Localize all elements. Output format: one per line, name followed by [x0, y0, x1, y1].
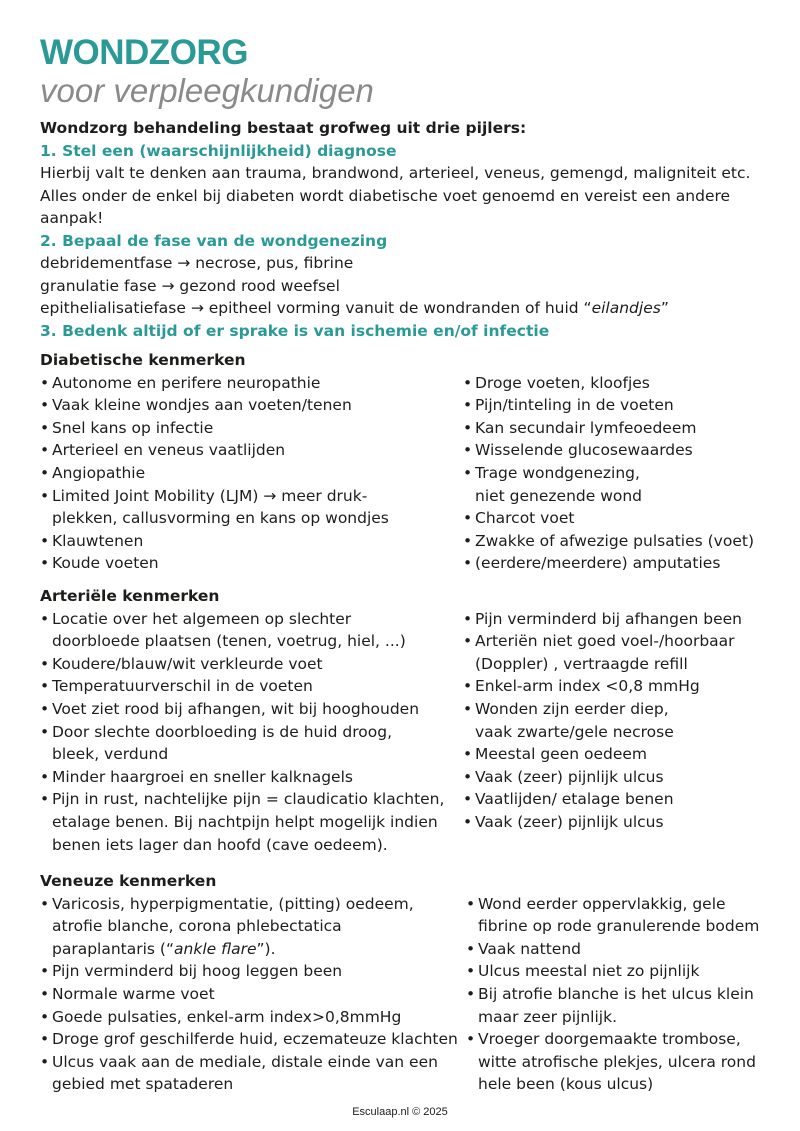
list-item-italic: ankle flare [174, 939, 257, 958]
list-item-line [52, 938, 460, 961]
list-item-line: • Goede pulsaties, enkel-arm index>0,8mmHg [52, 1007, 402, 1026]
intro-section [40, 117, 770, 342]
list-item-line: benen iets lager dan hoofd (cave oedeem). [52, 835, 388, 854]
list-item-line: • Bij atrofie blanche is het ulcus klein [478, 984, 754, 1003]
venous-title: Veneuze kenmerken [40, 872, 217, 890]
list-item-line: • Limited Joint Mobility (LJM) → meer druk- [52, 486, 368, 505]
venous-section [40, 870, 770, 1094]
list-item-line: bleek, verdund [52, 745, 169, 764]
list-item-line: • Wisselende glucosewaardes [475, 441, 693, 460]
list-item [463, 630, 773, 675]
list-item-line: • Varicosis, hyperpigmentatie, (pitting) oedeem, [52, 894, 414, 913]
list-item [40, 439, 460, 462]
list-item-line: atrofie blanche, corona phlebectatica [52, 917, 342, 936]
list-item [40, 698, 460, 721]
phase-epithelialisation-end: ” [660, 299, 669, 317]
list-item-line: • Klauwtenen [52, 531, 144, 550]
list-item [40, 721, 460, 766]
list-item [40, 1051, 460, 1096]
list-item-line: • Zwakke of afwezige pulsaties (voet) [475, 531, 754, 550]
pillar-1-title: 1. Stel een (waarschijnlijkheid) diagnose [40, 141, 397, 160]
list-item [466, 983, 776, 1028]
list-item [40, 608, 460, 653]
list-item-line: • Voet ziet rood bij afhangen, wit bij hooghouden [52, 699, 420, 718]
phase-granulation: granulatie fase → gezond rood weefsel [40, 276, 340, 295]
intro-lead: Wondzorg behandeling bestaat grofweg uit drie pijlers: [40, 119, 527, 137]
list-item-line: • Door slechte doorbloeding is de huid droog, [52, 722, 393, 741]
list-item-line: • Ulcus vaak aan de mediale, distale einde van een [52, 1052, 438, 1071]
list-item-line: • (eerdere/meerdere) amputaties [475, 554, 721, 573]
list-item [466, 893, 776, 938]
list-item-line: • Pijn in rust, nachtelijke pijn = claudicatio klachten, [52, 790, 445, 809]
arterial-section [40, 585, 770, 854]
pillar-2-title: 2. Bepaal de fase van de wondgenezing [40, 231, 388, 250]
list-item-line: • Pijn verminderd bij hoog leggen been [52, 962, 343, 981]
list-item [40, 675, 460, 698]
list-item-line: • Autonome en perifere neuropathie [52, 373, 321, 392]
list-item-line: • Koude voeten [52, 554, 159, 573]
pillar-1-line: Hierbij valt te denken aan trauma, brandwond, arterieel, veneus, gemengd, maligniteit etc. [40, 164, 751, 182]
list-item-line: • Wonden zijn eerder diep, [475, 699, 669, 718]
diabetic-list-right [463, 372, 773, 575]
list-item-line: • Ulcus meestal niet zo pijnlijk [478, 962, 700, 981]
list-item-line: gebied met spataderen [52, 1075, 234, 1094]
list-item-line: plekken, callusvorming en kans op wondjes [52, 509, 389, 528]
footer-credit: Esculaap.nl © 2025 [352, 1106, 448, 1118]
list-item-line: • Pijn/tinteling in de voeten [475, 396, 674, 415]
list-item-line: hele been (kous ulcus) [478, 1075, 654, 1094]
list-item [463, 675, 773, 698]
phase-epithelialisation-text: epithelialisatiefase → epitheel vorming vanuit de wondranden of huid “ [40, 299, 592, 317]
list-item-line: • Kan secundair lymfeoedeem [475, 418, 697, 437]
list-item-text-end: ”). [256, 939, 276, 958]
list-item [40, 983, 460, 1006]
list-item-line: • Arterieel en veneus vaatlijden [52, 441, 286, 460]
list-item-line: • Normale warme voet [52, 984, 215, 1003]
venous-list-left [40, 893, 460, 1096]
list-item [463, 766, 773, 789]
list-item-line: niet genezende wond [475, 486, 643, 505]
page-title: WONDZORG [40, 33, 248, 72]
venous-list-right [466, 893, 776, 1096]
diabetic-section [40, 349, 770, 573]
list-item [40, 462, 460, 485]
list-item-line: maar zeer pijnlijk. [478, 1007, 618, 1026]
arterial-list-left [40, 608, 460, 857]
list-item [40, 653, 460, 676]
list-item-line: etalage benen. Bij nachtpijn helpt mogelijk indien [52, 812, 438, 831]
diabetic-title: Diabetische kenmerken [40, 351, 246, 369]
list-item-line: • Trage wondgenezing, [475, 463, 640, 482]
list-item-line: • Angiopathie [52, 463, 146, 482]
arterial-title: Arteriële kenmerken [40, 587, 220, 605]
list-item [463, 530, 773, 553]
list-item-line: witte atrofische plekjes, ulcera rond [478, 1052, 756, 1071]
list-item [40, 485, 460, 530]
list-item-line: • Temperatuurverschil in de voeten [52, 677, 313, 696]
list-item [40, 960, 460, 983]
phase-epithelialisation-italic: eilandjes [591, 299, 661, 317]
list-item-line: • Arteriën niet goed voel-/hoorbaar [475, 632, 735, 651]
list-item [463, 372, 773, 395]
pillar-1-line: aanpak! [40, 209, 104, 227]
list-item [463, 462, 773, 507]
list-item [40, 788, 460, 856]
list-item [463, 811, 773, 834]
list-item [463, 394, 773, 417]
phase-debridement: debridementfase → necrose, pus, fibrine [40, 254, 354, 272]
list-item-line: • Pijn verminderd bij afhangen been [475, 609, 742, 628]
list-item-line: fibrine op rode granulerende bodem [478, 917, 760, 936]
list-item-line: • Charcot voet [475, 509, 575, 528]
pillar-3-title: 3. Bedenk altijd of er sprake is van ischemie en/of infectie [40, 321, 550, 340]
pillar-1-line: Alles onder de enkel bij diabeten wordt diabetische voet genoemd en vereist een andere [40, 186, 731, 205]
list-item-line: • Minder haargroei en sneller kalknagels [52, 767, 353, 786]
list-item-line: (Doppler) , vertraagde refill [475, 654, 688, 673]
list-item-line: • Droge grof geschilferde huid, eczemateuze klachten [52, 1030, 458, 1049]
list-item-line: • Vaak kleine wondjes aan voeten/tenen [52, 396, 352, 415]
list-item-line: • Vaatlijden/ etalage benen [475, 790, 674, 809]
list-item-line: • Vaak (zeer) pijnlijk ulcus [475, 812, 664, 831]
list-item [40, 417, 460, 440]
list-item [463, 608, 773, 631]
list-item [40, 394, 460, 417]
list-item [463, 417, 773, 440]
page-subtitle: voor verpleegkundigen [40, 72, 374, 109]
list-item-line: vaak zwarte/gele necrose [475, 722, 674, 741]
list-item [463, 698, 773, 743]
list-item [40, 1006, 460, 1029]
list-item-line: • Meestal geen oedeem [475, 745, 648, 764]
list-item [40, 766, 460, 789]
list-item-line: • Koudere/blauw/wit verkleurde voet [52, 654, 323, 673]
list-item-line: • Locatie over het algemeen op slechter [52, 609, 352, 628]
list-item [40, 893, 460, 961]
list-item [463, 507, 773, 530]
list-item [463, 552, 773, 575]
list-item [463, 743, 773, 766]
list-item-line: • Vroeger doorgemaakte trombose, [478, 1030, 741, 1049]
list-item [40, 1028, 460, 1051]
list-item [463, 439, 773, 462]
list-item [466, 938, 776, 961]
list-item [466, 1028, 776, 1096]
list-item-line: doorbloede plaatsen (tenen, voetrug, hiel, ...) [52, 632, 406, 651]
list-item [40, 530, 460, 553]
list-item [466, 960, 776, 983]
list-item [463, 788, 773, 811]
diabetic-list-left [40, 372, 460, 575]
list-item [40, 372, 460, 395]
list-item-line: • Enkel-arm index <0,8 mmHg [475, 677, 700, 696]
arterial-list-right [463, 608, 773, 834]
list-item-line: • Wond eerder oppervlakkig, gele [478, 894, 726, 913]
list-item-text: paraplantaris (“ [52, 939, 175, 958]
list-item-line: • Vaak nattend [478, 939, 581, 958]
list-item [40, 552, 460, 575]
list-item-line: • Snel kans op infectie [52, 418, 214, 437]
list-item-line: • Vaak (zeer) pijnlijk ulcus [475, 767, 664, 786]
phase-epithelialisation [40, 297, 770, 320]
list-item-line: • Droge voeten, kloofjes [475, 373, 650, 392]
